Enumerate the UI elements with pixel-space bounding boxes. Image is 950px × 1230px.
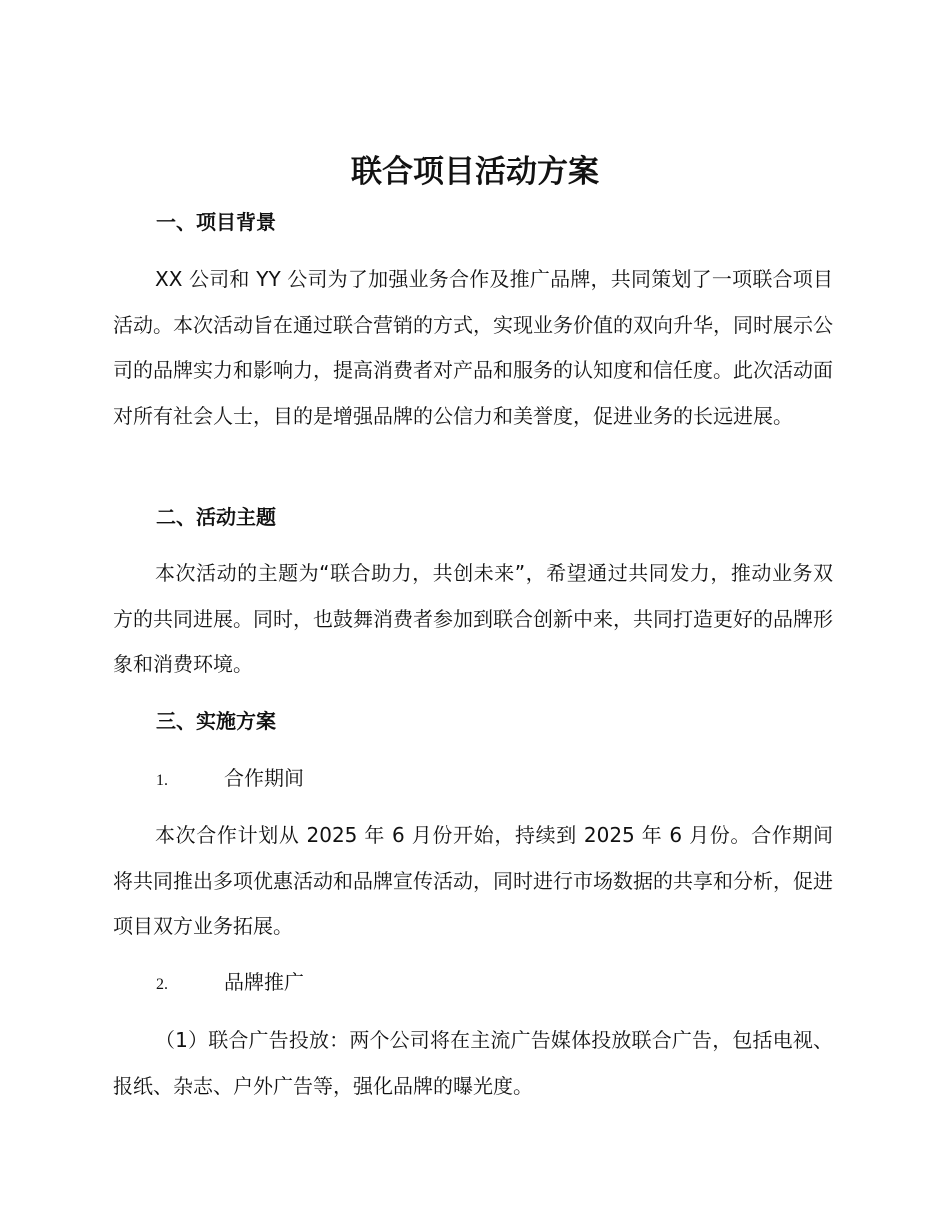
list-item-label: 合作期间: [224, 766, 304, 790]
paragraph-brand-promotion-text: （1）联合广告投放：两个公司将在主流广告媒体投放联合广告，包括电视、报纸、杂志、户外广告等，强化品牌的曝光度。: [113, 1028, 833, 1098]
paragraph-theme: [113, 551, 833, 688]
list-item-number: 2.: [156, 976, 168, 993]
paragraph-background: [113, 257, 833, 439]
section-heading-background: 一、项目背景: [156, 210, 276, 234]
list-item-cooperation-period: [156, 763, 304, 796]
section-heading-theme: 二、活动主题: [156, 505, 276, 529]
document-title: 联合项目活动方案: [351, 154, 599, 190]
section-heading-plan: 三、实施方案: [156, 709, 276, 733]
paragraph-theme-text: 本次活动的主题为“联合助力，共创未来”，希望通过共同发力，推动业务双方的共同进展。同时，也鼓舞消费者参加到联合创新中来，共同打造更好的品牌形象和消费环境。: [113, 561, 833, 676]
list-item-brand-promotion: [156, 967, 304, 1000]
list-item-number: 1.: [156, 772, 168, 789]
paragraph-brand-promotion: [113, 1018, 833, 1109]
paragraph-background-text: XX 公司和 YY 公司为了加强业务合作及推广品牌，共同策划了一项联合项目活动。本次活动旨在通过联合营销的方式，实现业务价值的双向升华，同时展示公司的品牌实力和影响力，提高消费者对产品和服务的认知度和信任度。此次活动面对所有社会人士，目的是增强品牌的公信力和美誉度，促进业务的长远进展。: [113, 267, 833, 428]
paragraph-cooperation-period: [113, 813, 833, 950]
list-item-label: 品牌推广: [224, 970, 304, 994]
paragraph-cooperation-period-text: 本次合作计划从 2025 年 6 月份开始，持续到 2025 年 6 月份。合作期间将共同推出多项优惠活动和品牌宣传活动，同时进行市场数据的共享和分析，促进项目双方业务拓展。: [113, 823, 833, 938]
